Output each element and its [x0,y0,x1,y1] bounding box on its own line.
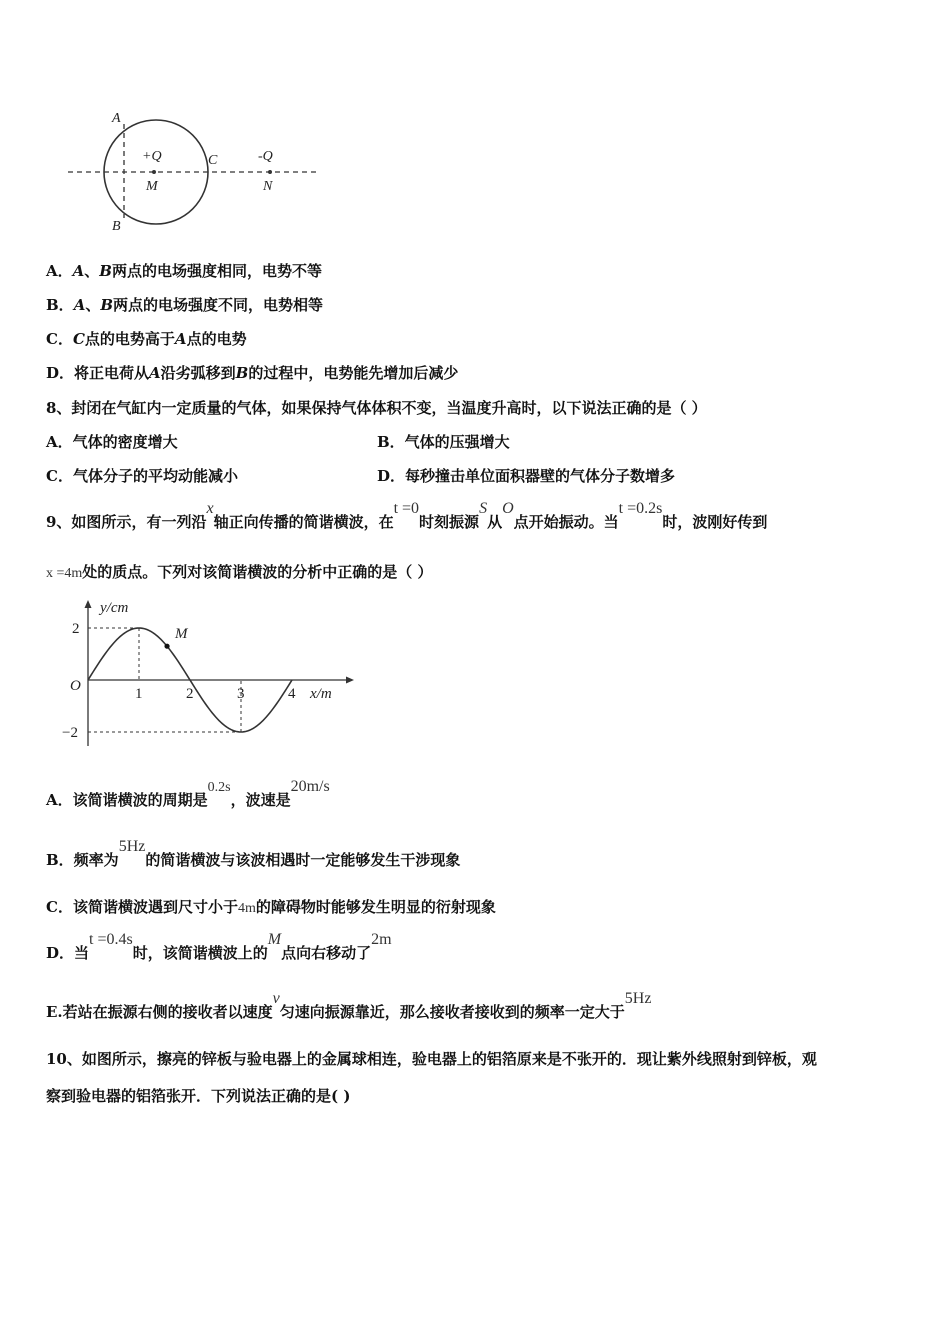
field-diagram [60,100,330,240]
q10-stem-line2: 察到验电器的铝箔张开．下列说法正确的是( ) [46,1087,351,1105]
q7-option-c: C．C点的电势高于A点的电势 [46,330,247,348]
q8-option-d: D．每秒撞击单位面积器壁的气体分子数增多 [377,467,676,485]
q8-option-b: B．气体的压强增大 [377,433,510,451]
y-tick-label-neg: −2 [62,725,78,741]
x-tick-label-1: 1 [135,686,143,702]
point-m-dot [152,170,156,174]
q10-stem-line1: 10、如图所示，擦亮的锌板与验电器上的金属球相连，验电器上的铝箔原来是不张开的．现让紫外线照射到锌板，观 [46,1050,817,1068]
label-plus-q: +Q [142,149,162,164]
q9-option-c: C．该简谐横波遇到尺寸小于4m的障碍物时能够发生明显的衍射现象 [46,898,496,916]
label-m: M [146,179,158,194]
q7-option-d: D．将正电荷从A沿劣弧移到B的过程中，电势能先增加后减少 [46,364,459,382]
y-axis-label: y/cm [100,600,129,616]
x-tick-label-4: 4 [288,686,296,702]
q9-stem-line1: 9、如图所示，有一列沿x轴正向传播的简谐横波，在t =0时刻振源S从O点开始振动。当t =0.2s时，波刚好传到 [46,500,768,531]
q8-option-c: C．气体分子的平均动能减小 [46,467,238,485]
label-a: A [112,111,121,126]
y-tick-label-pos: 2 [72,621,80,637]
point-m-marker [164,644,169,649]
q8-option-a: A．气体的密度增大 [46,433,178,451]
point-m-label: M [175,626,188,643]
q7-option-b: B．A、B两点的电场强度不同，电势相等 [46,296,324,314]
x-axis-arrow [346,677,354,684]
q9-option-e: E.若站在振源右侧的接收者以速度v匀速向振源靠近，那么接收者接收到的频率一定大于5Hz [46,990,652,1021]
q7-option-a: A．A、B两点的电场强度相同，电势不等 [46,262,322,280]
label-b: B [112,219,121,234]
q9-option-b: B．频率为5Hz的简谐横波与该波相遇时一定能够发生干涉现象 [46,838,461,869]
point-n-dot [268,170,272,174]
x-axis-label: x/m [310,686,332,702]
y-axis-arrow [85,600,92,608]
q8-stem: 8、封闭在气缸内一定质量的气体，如果保持气体体积不变，当温度升高时，以下说法正确的是（ ） [46,399,707,417]
x-tick-label-2: 2 [186,686,194,702]
q9-option-a: A．该简谐横波的周期是0.2s，波速是20m/s [46,778,330,809]
origin-label: O [70,678,81,694]
q9-stem-line2: x =4m处的质点。下列对该简谐横波的分析中正确的是（ ） [46,563,433,581]
x-tick-label-3: 3 [237,686,245,702]
wave-graph [58,596,358,752]
label-minus-q: -Q [258,149,273,164]
label-c: C [208,153,218,168]
label-n: N [263,179,273,194]
q9-option-d: D．当t =0.4s时，该简谐横波上的M点向右移动了2m [46,931,392,962]
